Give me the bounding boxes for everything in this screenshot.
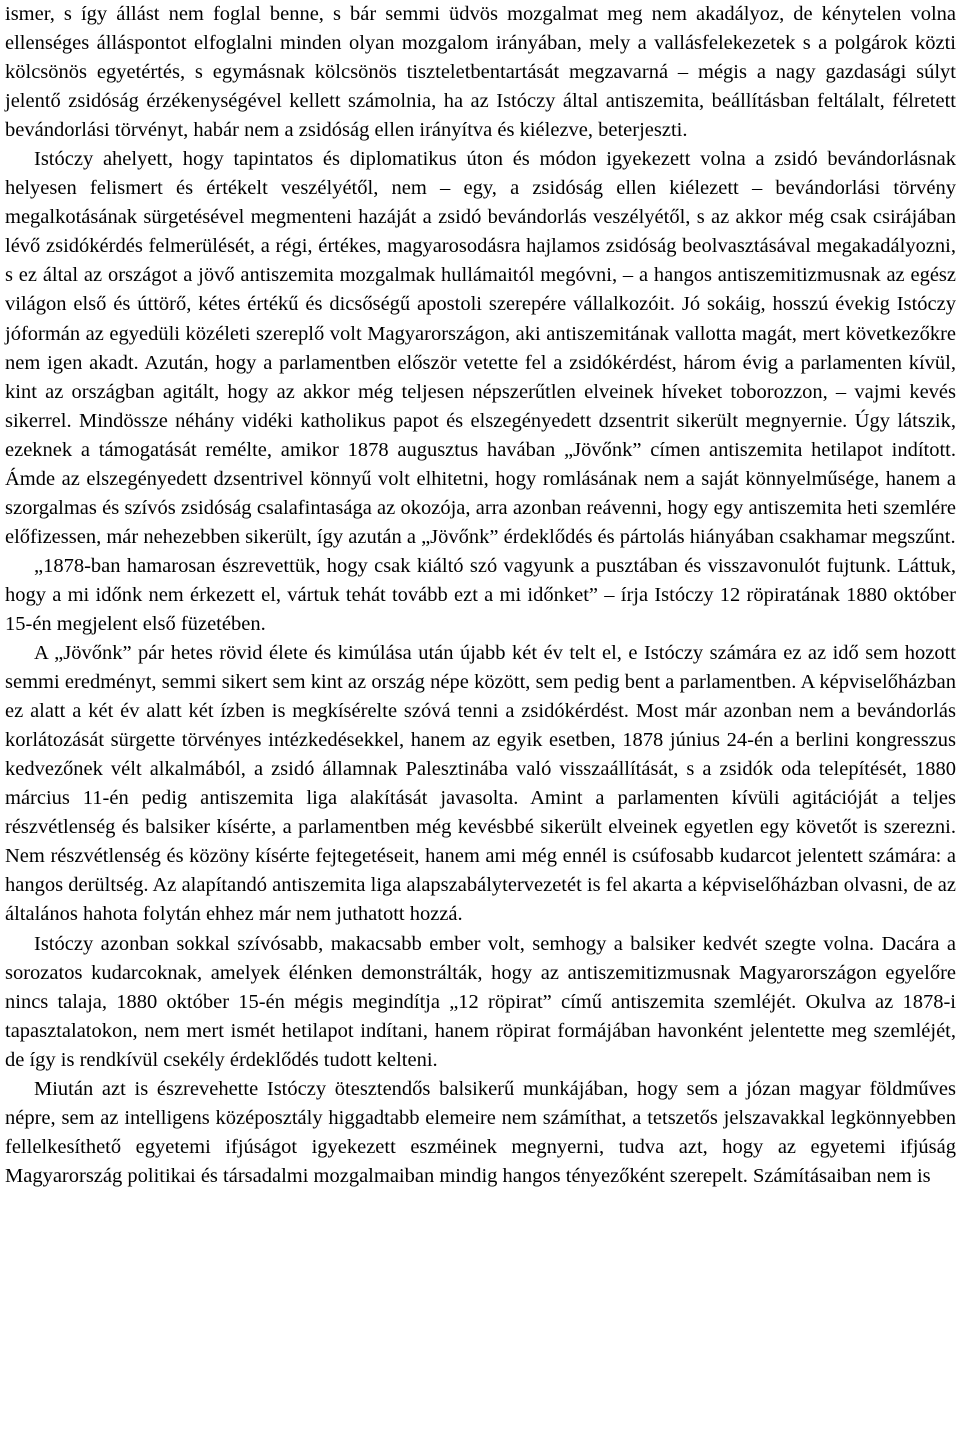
paragraph-2: Istóczy ahelyett, hogy tapintatos és diplomatikus úton és módon igyekezett volna a zsidó bevándorlásnak helyesen felismert és értékelt veszélyétől, nem – egy, a zsidóság ellen kiélezett – bevándorlási törvény megalkotásának sürgetésével megmenteni hazáját a zsidó bevándorlás veszélyétől, s az akkor még csak csirájában lévő zsidókérdés felmerülését, a régi, értékes, magyarosodásra hajlamos zsidóság beolvasztásával megakadályozni, s ez által az országot a jövő antiszemita mozgalmak hullámaitól megóvni, – a hangos antiszemitizmusnak az egész világon első és úttörő, kétes értékű és dicsőségű apostoli szerepére vállalkozóit. Jó sokáig, hosszú évekig Istóczy jóformán az egyedüli közéleti szereplő volt Magyarországon, aki antiszemitának vallotta magát, mert következőkre nem igen akadt. Azután, hogy a parlamentben először vetette fel a zsidókérdést, három évig a parlamenten kívül, kint az országban agitált, hogy az akkor még teljesen népszerűtlen elveinek híveket toborozzon, – vajmi kevés sikerrel. Mindössze néhány vidéki katholikus papot és elszegényedett dzsentrit sikerült megnyernie. Úgy látszik, ezeknek a támogatását remélte, amikor 1878 augusztus havában „Jövőnk” címen antiszemita hetilapot indított. Ámde az elszegényedett dzsentrivel könnyű volt elhitetni, hogy romlásának nem a saját könnyelműsége, hanem a szorgalmas és szívós zsidóság csalafintasága az okozója, arra azonban reávenni, hogy egy antiszemita heti szemlére előfizessen, már nehezebben sikerült, így azután a „Jövőnk” érdeklődés és pártolás hiányában csakhamar megszűnt.	[5, 148, 956, 548]
paragraph-1: ismer, s így állást nem foglal benne, s bár semmi üdvös mozgalmat meg nem akadályoz, de kénytelen volna ellenséges álláspontot elfoglalni minden olyan mozgalom irányában, mely a vallásfelekezetek s a polgárok közti kölcsönös egyetértés, s egymásnak kölcsönös tiszteletbentartását megzavarná – mégis a nagy gazdasági súlyt jelentő zsidóság érzékenységével kellett számolnia, ha az Istóczy által antiszemita, beállításban feltálalt, félretett bevándorlási törvényt, habár nem a zsidóság ellen irányítva és kiélezve, beterjeszti.	[5, 3, 956, 142]
paragraph-5: Istóczy azonban sokkal szívósabb, makacsabb ember volt, semhogy a balsiker kedvét szegte volna. Dacára a sorozatos kudarcoknak, amelyek élénken demonstrálták, hogy az antiszemitizmusnak Magyarországon egyelőre nincs talaja, 1880 október 15-én mégis megindítja „12 röpirat” című antiszemita szemléjét. Okulva az 1878-i tapasztalatokon, nem mert ismét hetilapot indítani, hanem röpirat formájában havonként jelentette meg szemléjét, de így is rendkívül csekély érdeklődés tudott kelteni.	[5, 932, 956, 1071]
paragraph-6: Miután azt is észrevehette Istóczy ötesztendős balsikerű munkájában, hogy sem a józan magyar földműves népre, sem az intelligens középosztály higgadtabb elemeire nem számíthat, a tetszetős jelszavakkal legkönnyebben fellelkesíthető egyetemi ifjúságot igyekezett eszméinek megnyerni, tudva azt, hogy az egyetemi ifjúság Magyarország politikai és társadalmi mozgalmaiban mindig hangos tényezőként szerepelt. Számításaiban nem is	[5, 1077, 956, 1187]
paragraph-4: A „Jövőnk” pár hetes rövid élete és kimúlása után újabb két év telt el, e Istóczy számára ez az idő sem hozott semmi eredményt, semmi sikert sem kint az ország népe között, sem pedig bent a parlamentben. A képviselőházban ez alatt a két év alatt két ízben is megkísérelte szóvá tenni a zsidókérdést. Most már azonban nem a bevándorlás korlátozását sürgette törvényes intézkedésekkel, hanem az egyik esetben, 1878 június 24-én a berlini kongresszus kedvezőnek vélt alkalmából, a zsidó államnak Palesztinába való visszaállítását, s a zsidók oda telepítését, 1880 március 11-én pedig antiszemita liga alakítását javasolta. Amint a parlamenten kívüli agitációját a teljes részvétlenség és balsiker kísérte, a parlamentben még kevésbbé sikerült elveinek egyetlen egy követőt is szerezni. Nem részvétlenség és közöny kísérte fejtegetéseit, hanem ami még ennél is csúfosabb kudarcot jelentett számára: a hangos derültség. Az alapítandó antiszemita liga alapszabálytervezetét is fel akarta a képviselőházban olvasni, de az általános hahota folytán ehhez már nem juthatott hozzá.	[5, 642, 956, 926]
paragraph-3: „1878-ban hamarosan észrevettük, hogy csak kiáltó szó vagyunk a pusztában és visszavonulót fujtunk. Láttuk, hogy a mi időnk nem érkezett el, vártuk tehát tovább ezt a mi időnket” – írja Istóczy 12 röpiratának 1880 október 15-én megjelent első füzetében.	[5, 554, 956, 635]
